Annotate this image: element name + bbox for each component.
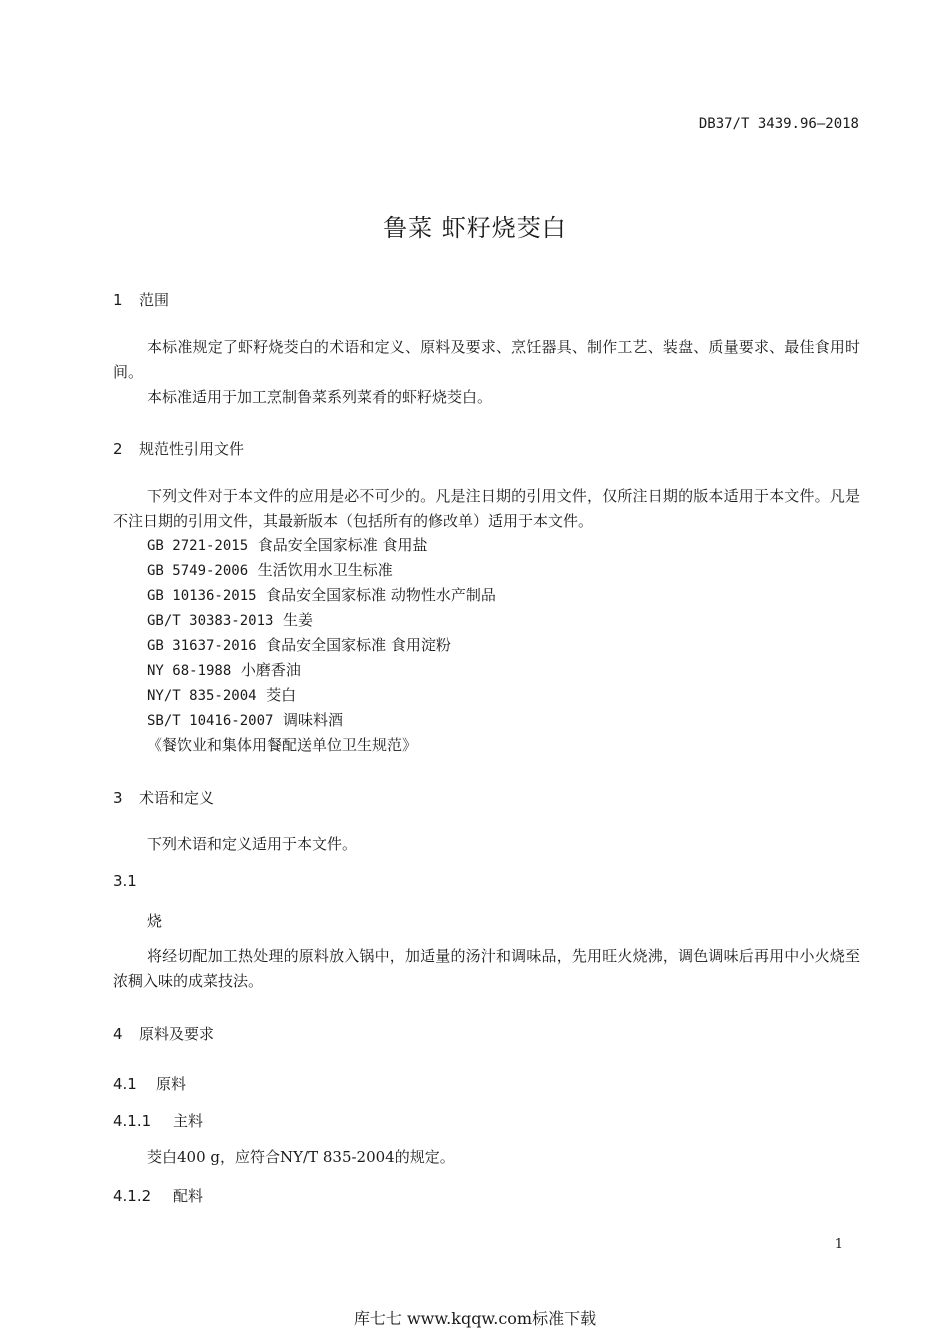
- reference-name: 调味料酒: [282, 711, 343, 729]
- terms-intro: 下列术语和定义适用于本文件。: [147, 835, 358, 853]
- reference-code: GB 2721-2015: [147, 538, 249, 554]
- reference-name: 生活饮用水卫生标准: [257, 561, 393, 579]
- reference-name: 食品安全国家标准 食用淀粉: [266, 636, 451, 654]
- reference-name: 小磨香油: [240, 661, 301, 679]
- reference-code: GB 5749-2006: [147, 563, 249, 579]
- subsection-4-1-2-heading: [113, 1185, 203, 1206]
- standard-code: DB37/T 3439.96—2018: [698, 116, 859, 132]
- reference-item: [147, 559, 393, 580]
- page-number: 1: [834, 1237, 843, 1252]
- reference-item: [147, 534, 427, 555]
- subsection-number: 4.1.2: [113, 1187, 152, 1205]
- term-definition: 将经切配加工热处理的原料放入锅中，加适量的汤汁和调味品，先用旺火烧沸，调色调味后再用中小火烧至浓稠入味的成菜技法。: [113, 947, 860, 990]
- scope-paragraph-1: 本标准规定了虾籽烧茭白的术语和定义、原料及要求、烹饪器具、制作工艺、装盘、质量要求、最佳食用时间。: [113, 338, 860, 381]
- references-intro: 下列文件对于本文件的应用是必不可少的。凡是注日期的引用文件，仅所注日期的版本适用于本文件。凡是不注日期的引用文件，其最新版本（包括所有的修改单）适用于本文件。: [113, 487, 860, 530]
- subsection-title: 原料: [156, 1075, 187, 1093]
- subsection-number: 4.1: [113, 1075, 137, 1093]
- scope-paragraph-2: 本标准适用于加工烹制鲁菜系列菜肴的虾籽烧茭白。: [147, 388, 493, 406]
- reference-name: 食品安全国家标准 食用盐: [257, 536, 428, 554]
- subsection-3-1-number: 3.1: [113, 872, 137, 890]
- reference-code: SB/T 10416-2007: [147, 713, 274, 729]
- section-number: 4: [113, 1025, 123, 1043]
- reference-code: GB/T 30383-2013: [147, 613, 274, 629]
- section-title: 范围: [139, 291, 170, 309]
- reference-code: GB 10136-2015: [147, 588, 257, 604]
- reference-name: 茭白: [266, 686, 297, 704]
- section-2-heading: [113, 438, 244, 459]
- reference-item: [147, 609, 313, 630]
- subsection-4-1-heading: [113, 1073, 186, 1094]
- section-title: 原料及要求: [139, 1025, 215, 1043]
- section-1-heading: [113, 289, 169, 310]
- subsection-title: 主料: [173, 1112, 204, 1130]
- subsection-number: 4.1.1: [113, 1112, 152, 1130]
- section-title: 规范性引用文件: [139, 440, 245, 458]
- footer-watermark: 库七七 www.kqqw.com标准下载: [353, 1309, 597, 1328]
- reference-name: 生姜: [282, 611, 313, 629]
- reference-code: NY 68-1988: [147, 663, 232, 679]
- section-number: 2: [113, 440, 123, 458]
- document-title: 鲁菜 虾籽烧茭白: [383, 214, 567, 242]
- main-ingredient-text: 茭白400 g，应符合NY/T 835-2004的规定。: [147, 1148, 455, 1166]
- reference-code: GB 31637-2016: [147, 638, 257, 654]
- reference-item: [147, 659, 301, 680]
- section-number: 3: [113, 789, 123, 807]
- reference-item: [147, 634, 451, 655]
- reference-code: NY/T 835-2004: [147, 688, 257, 704]
- reference-item: [147, 584, 496, 605]
- section-3-heading: [113, 787, 214, 808]
- subsection-title: 配料: [173, 1187, 204, 1205]
- subsection-4-1-1-heading: [113, 1110, 203, 1131]
- reference-item-regulation: 《餐饮业和集体用餐配送单位卫生规范》: [147, 736, 418, 754]
- reference-item: [147, 684, 296, 705]
- section-4-heading: [113, 1023, 214, 1044]
- section-number: 1: [113, 291, 123, 309]
- reference-name: 食品安全国家标准 动物性水产制品: [266, 586, 496, 604]
- section-title: 术语和定义: [139, 789, 215, 807]
- term-title: 烧: [147, 912, 163, 930]
- reference-item: [147, 709, 343, 730]
